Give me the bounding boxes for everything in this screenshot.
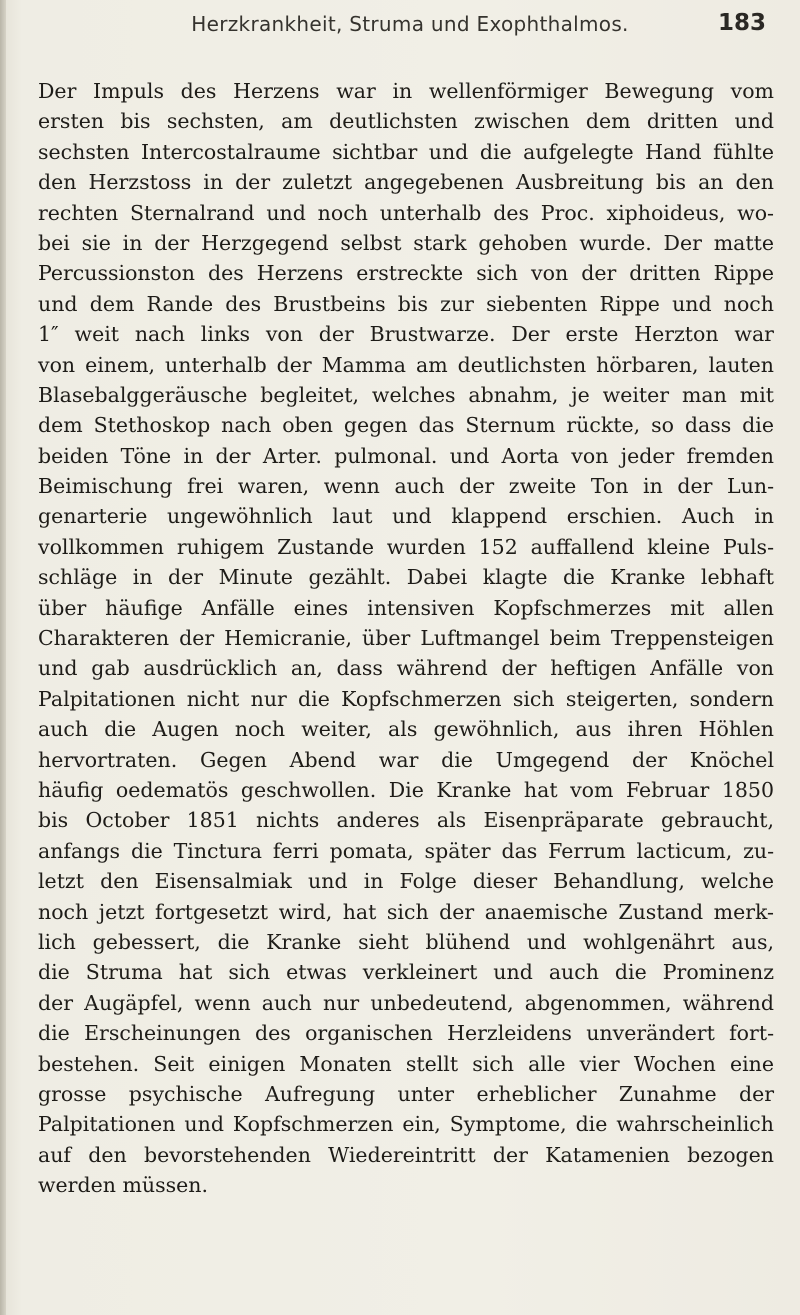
text-line: Palpitationen nicht nur die Kopfschmerzen sich steigerten, sondern: [38, 686, 774, 711]
text-line: von einem, unterhalb der Mamma am deutlichsten hörbaren, lauten: [38, 352, 774, 377]
text-line: dem Stethoskop nach oben gegen das Sternum rückte, so dass die: [38, 413, 774, 438]
text-line: Blasebalggeräusche begleitet, welches abnahm, je weiter man mit: [38, 382, 774, 407]
body-paragraph: [38, 76, 774, 1200]
text-line: den Herzstoss in der zuletzt angegebenen Ausbreitung bis an den: [38, 170, 774, 195]
text-line: und dem Rande des Brustbeins bis zur siebenten Rippe und noch: [38, 291, 774, 316]
text-line: ersten bis sechsten, am deutlichsten zwischen dem dritten und: [38, 109, 774, 134]
text-line: werden müssen.: [38, 1173, 208, 1198]
text-line: Beimischung frei waren, wenn auch der zweite Ton in der Lun-: [38, 474, 774, 499]
text-line: bestehen. Seit einigen Monaten stellt sich alle vier Wochen eine: [38, 1051, 774, 1076]
text-line: bei sie in der Herzgegend selbst stark gehoben wurde. Der matte: [38, 230, 774, 255]
text-line: der Augäpfel, wenn auch nur unbedeutend, abgenommen, während: [38, 990, 774, 1015]
text-line: hervortraten. Gegen Abend war die Umgegend der Knöchel: [38, 747, 774, 772]
page-gutter: [0, 0, 6, 1315]
text-line: schläge in der Minute gezählt. Dabei klagte die Kranke lebhaft: [38, 565, 774, 590]
text-line: grosse psychische Aufregung unter erheblicher Zunahme der: [38, 1081, 774, 1106]
text-line: Der Impuls des Herzens war in wellenförmiger Bewegung vom: [38, 79, 774, 103]
text-line: und gab ausdrücklich an, dass während der heftigen Anfälle von: [38, 656, 774, 681]
text-line: rechten Sternalrand und noch unterhalb des Proc. xiphoideus, wo-: [38, 200, 774, 225]
text-line: Charakteren der Hemicranie, über Luftmangel beim Treppensteigen: [38, 626, 774, 651]
text-line: anfangs die Tinctura ferri pomata, später das Ferrum lacticum, zu-: [38, 838, 774, 863]
page-number: 183: [717, 10, 766, 36]
text-line: auf den bevorstehenden Wiedereintritt der Katamenien bezogen: [38, 1142, 774, 1167]
text-line: lich gebessert, die Kranke sieht blühend und wohlgenährt aus,: [38, 929, 774, 954]
running-title: Herzkrankheit, Struma und Exophthalmos.: [191, 12, 629, 36]
text-line: genarterie ungewöhnlich laut und klappend erschien. Auch in: [38, 504, 774, 529]
text-line: 1″ weit nach links von der Brustwarze. Der erste Herzton war: [38, 322, 774, 347]
text-line: beiden Töne in der Arter. pulmonal. und Aorta von jeder fremden: [38, 443, 774, 468]
text-line: über häufige Anfälle eines intensiven Kopfschmerzes mit allen: [38, 595, 774, 620]
text-line: letzt den Eisensalmiak und in Folge dieser Behandlung, welche: [38, 869, 774, 894]
text-line: die Struma hat sich etwas verkleinert und auch die Prominenz: [38, 960, 774, 985]
text-line: Palpitationen und Kopfschmerzen ein, Symptome, die wahrscheinlich: [38, 1112, 774, 1137]
text-line: auch die Augen noch weiter, als gewöhnlich, aus ihren Höhlen: [38, 717, 774, 742]
text-line: bis October 1851 nichts anderes als Eisenpräparate gebraucht,: [38, 808, 774, 833]
text-line: die Erscheinungen des organischen Herzleidens unverändert fort-: [38, 1021, 774, 1046]
text-line: noch jetzt fortgesetzt wird, hat sich der anaemische Zustand merk-: [38, 899, 774, 924]
text-line: sechsten Intercostalraume sichtbar und die aufgelegte Hand fühlte: [38, 139, 774, 164]
text-line: häufig oedematös geschwollen. Die Kranke hat vom Februar 1850: [38, 777, 774, 802]
text-line: Percussionston des Herzens erstreckte sich von der dritten Rippe: [38, 261, 774, 286]
text-line: vollkommen ruhigem Zustande wurden 152 auffallend kleine Puls-: [38, 534, 774, 559]
running-head: [60, 6, 770, 46]
